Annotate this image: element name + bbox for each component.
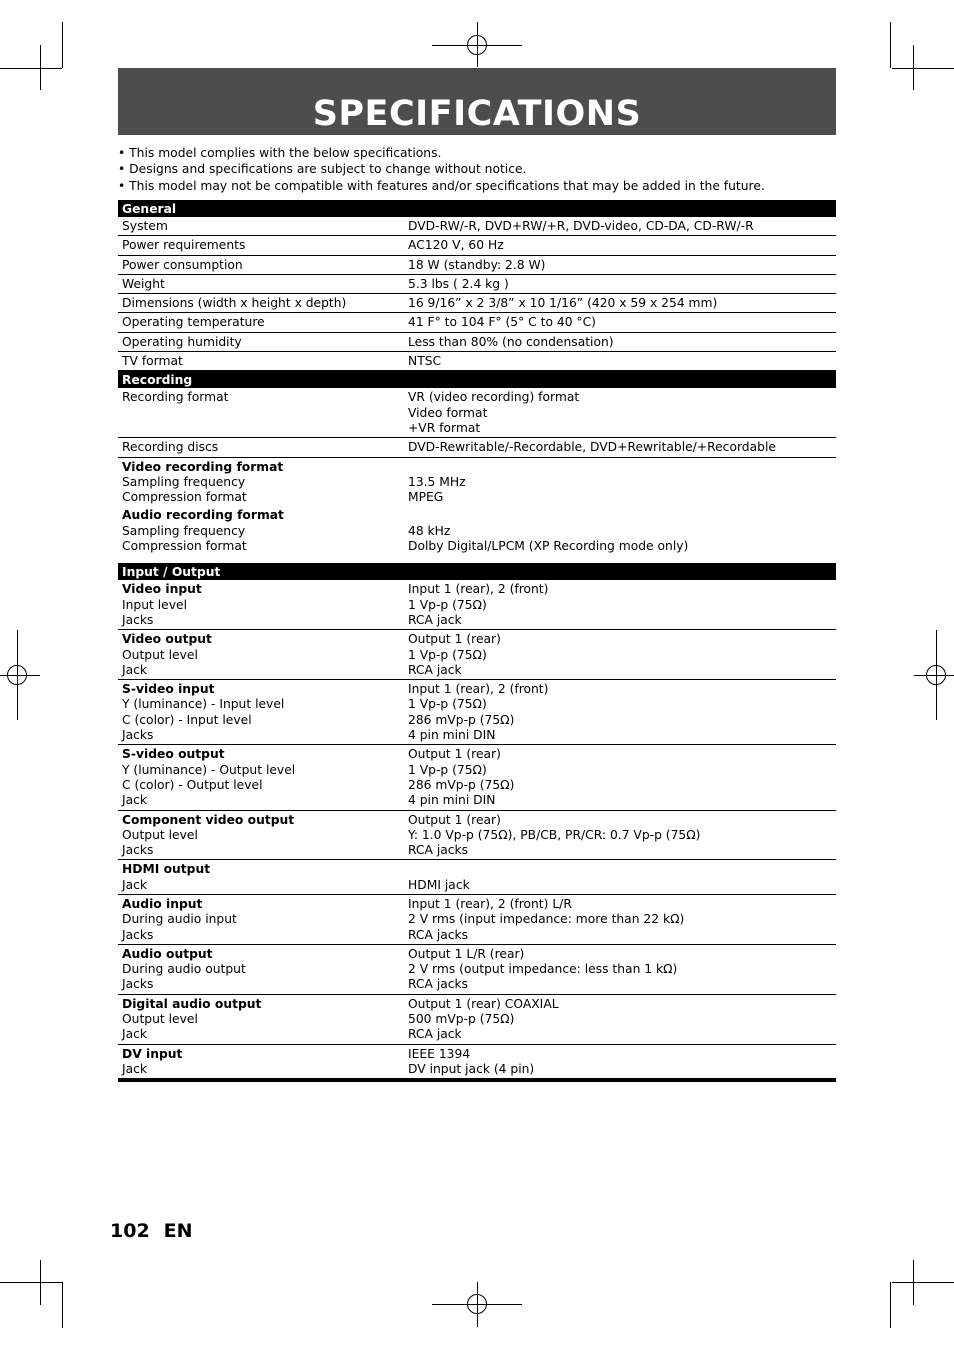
spec-row <box>118 388 836 438</box>
spec-label: Weight <box>122 276 165 291</box>
spec-value-cell <box>404 258 836 273</box>
spec-label-cell <box>118 1047 404 1078</box>
spec-value-cell <box>404 460 836 506</box>
spec-row <box>118 352 836 371</box>
spec-value: RCA jacks <box>408 843 469 858</box>
note-item: • This model may not be compatible with features and/or specifications that may be added in the future. <box>118 178 765 193</box>
spec-value: Input 1 (rear), 2 (front) L/R <box>408 896 572 911</box>
spec-label: Video output <box>122 632 212 647</box>
spec-label: Power consumption <box>122 257 243 272</box>
table-end-rule <box>118 1079 836 1082</box>
spec-row <box>118 895 836 945</box>
spec-value: IEEE 1394 <box>408 1046 471 1061</box>
spec-label: During audio output <box>122 962 246 977</box>
spec-value: Output 1 (rear) <box>408 747 501 762</box>
title-bar <box>118 68 836 135</box>
spec-label: C (color) - Output level <box>122 777 263 792</box>
notes-list <box>118 145 836 194</box>
spec-label-cell <box>118 390 404 436</box>
spec-value: RCA jack <box>408 1027 462 1042</box>
spec-value: 286 mVp-p (75Ω) <box>408 712 515 727</box>
spec-label-cell <box>118 813 404 859</box>
spec-label-cell <box>118 354 404 369</box>
spec-row <box>118 313 836 332</box>
spec-row <box>118 680 836 745</box>
spec-value: 18 W (standby: 2.8 W) <box>408 257 546 272</box>
spec-value <box>408 460 836 475</box>
spec-row <box>118 294 836 313</box>
spec-value: Dolby Digital/LPCM (XP Recording mode only) <box>408 539 689 554</box>
spec-value: Y: 1.0 Vp-p (75Ω), PB/CB, PR/CR: 0.7 Vp-p (75Ω) <box>408 827 701 842</box>
spec-value: Output 1 L/R (rear) <box>408 946 525 961</box>
spec-label-cell <box>118 277 404 292</box>
spec-label: Jack <box>122 662 148 677</box>
spec-label: DV input <box>122 1046 183 1061</box>
page-footer <box>110 1220 207 1242</box>
spec-value: 1 Vp-p (75Ω) <box>408 597 487 612</box>
specifications-table <box>118 200 836 1082</box>
spec-label: Jack <box>122 1061 148 1076</box>
spec-value-cell <box>404 1047 836 1078</box>
spec-value: AC120 V, 60 Hz <box>408 238 504 253</box>
spec-row <box>118 217 836 236</box>
spec-value-cell <box>404 862 836 893</box>
spec-label-cell <box>118 508 404 554</box>
spec-value-cell <box>404 335 836 350</box>
spec-label: Audio input <box>122 896 203 911</box>
spec-label-cell <box>118 440 404 455</box>
spec-row <box>118 275 836 294</box>
spec-value: Less than 80% (no condensation) <box>408 334 614 349</box>
spec-value: 4 pin mini DIN <box>408 793 496 808</box>
language-label: EN <box>163 1220 193 1242</box>
spec-value-cell <box>404 632 836 678</box>
spec-value-cell <box>404 997 836 1043</box>
spec-value: RCA jacks <box>408 927 469 942</box>
spec-label: Video input <box>122 582 202 597</box>
spec-label: Output level <box>122 647 198 662</box>
spec-label: Input level <box>122 597 187 612</box>
spec-value-cell <box>404 390 836 436</box>
spec-label-cell <box>118 997 404 1043</box>
spec-label-cell <box>118 747 404 808</box>
spec-label: Jack <box>122 877 148 892</box>
spec-value: 41 F° to 104 F° (5° C to 40 °C) <box>408 315 596 330</box>
spec-label: Jacks <box>122 728 154 743</box>
spec-row <box>118 458 836 507</box>
spec-label: Jack <box>122 793 148 808</box>
section-heading: Recording <box>118 371 836 388</box>
spec-label: Y (luminance) - Output level <box>122 762 296 777</box>
spec-value: 286 mVp-p (75Ω) <box>408 777 515 792</box>
page-number: 102 <box>110 1220 150 1242</box>
spec-value: RCA jacks <box>408 977 469 992</box>
spec-value: NTSC <box>408 354 442 369</box>
spec-row <box>118 256 836 275</box>
spec-value: Video format <box>408 405 488 420</box>
spec-row <box>118 745 836 810</box>
spec-label-cell <box>118 335 404 350</box>
spec-value-cell <box>404 296 836 311</box>
spec-value: 1 Vp-p (75Ω) <box>408 647 487 662</box>
spec-label: C (color) - Input level <box>122 712 252 727</box>
spec-label: S-video input <box>122 682 215 697</box>
spec-label: Compression format <box>122 539 247 554</box>
spec-row <box>118 630 836 680</box>
spec-label: Power requirements <box>122 238 246 253</box>
spec-value: 1 Vp-p (75Ω) <box>408 762 487 777</box>
spec-value <box>408 508 836 523</box>
spec-value-cell <box>404 947 836 993</box>
spec-value-cell <box>404 440 836 455</box>
spec-label: Audio output <box>122 946 213 961</box>
spec-value: DVD-Rewritable/-Recordable, DVD+Rewritable/+Recordable <box>408 440 776 455</box>
spec-label: Recording discs <box>122 440 219 455</box>
spec-value-cell <box>404 238 836 253</box>
note-item: • Designs and specifications are subject to change without notice. <box>118 162 527 177</box>
spec-label-cell <box>118 258 404 273</box>
spec-value-cell <box>404 508 836 554</box>
spec-row <box>118 811 836 861</box>
spec-value: 48 kHz <box>408 523 451 538</box>
spec-value: MPEG <box>408 490 444 505</box>
spec-value: 5.3 lbs ( 2.4 kg ) <box>408 276 509 291</box>
spec-value-cell <box>404 747 836 808</box>
spec-label: HDMI output <box>122 862 211 877</box>
spec-label: Y (luminance) - Input level <box>122 697 285 712</box>
page-title: SPECIFICATIONS <box>312 94 642 134</box>
spec-label-cell <box>118 460 404 506</box>
spec-label-cell <box>118 582 404 628</box>
spec-label: Output level <box>122 1012 198 1027</box>
spec-label: Jacks <box>122 977 154 992</box>
spec-value-cell <box>404 277 836 292</box>
spec-row <box>118 860 836 895</box>
spec-label: System <box>122 219 168 233</box>
spec-value: DVD-RW/-R, DVD+RW/+R, DVD-video, CD-DA, CD-RW/-R <box>408 219 754 233</box>
spec-value-cell <box>404 897 836 943</box>
spec-label: Video recording format <box>122 459 284 474</box>
spec-row <box>118 1045 836 1080</box>
spec-value-cell <box>404 813 836 859</box>
spec-label: Sampling frequency <box>122 474 246 489</box>
spec-value <box>408 862 836 877</box>
spec-value: 500 mVp-p (75Ω) <box>408 1012 515 1027</box>
spec-value-cell <box>404 582 836 628</box>
spec-value-cell <box>404 354 836 369</box>
spec-row <box>118 580 836 630</box>
spec-label: TV format <box>122 354 183 369</box>
spec-row <box>118 236 836 255</box>
spec-row <box>118 506 836 555</box>
spec-label-cell <box>118 238 404 253</box>
spec-value: RCA jack <box>408 662 462 677</box>
spec-label-cell <box>118 632 404 678</box>
spec-label: Jacks <box>122 843 154 858</box>
spec-label: Operating temperature <box>122 315 265 330</box>
spec-label-cell <box>118 862 404 893</box>
spec-value: 4 pin mini DIN <box>408 728 496 743</box>
note-item: • This model complies with the below specifications. <box>118 146 442 160</box>
spec-value: 2 V rms (output impedance: less than 1 kΩ) <box>408 962 678 977</box>
spec-label-cell <box>118 315 404 330</box>
spec-label-cell <box>118 897 404 943</box>
spec-label: Output level <box>122 827 198 842</box>
spec-label-cell <box>118 947 404 993</box>
spec-value: Output 1 (rear) COAXIAL <box>408 996 559 1011</box>
spec-value: RCA jack <box>408 612 462 627</box>
spec-value: 13.5 MHz <box>408 474 466 489</box>
spec-value-cell <box>404 315 836 330</box>
spec-label: Audio recording format <box>122 508 284 523</box>
spec-label: Component video output <box>122 812 295 827</box>
spec-row <box>118 438 836 457</box>
spec-label: Dimensions (width x height x depth) <box>122 296 347 311</box>
spec-value: Input 1 (rear), 2 (front) <box>408 682 549 697</box>
section-heading: Input / Output <box>118 563 836 580</box>
spec-label: Compression format <box>122 490 247 505</box>
spec-label-cell <box>118 682 404 743</box>
spec-value: Output 1 (rear) <box>408 632 501 647</box>
spec-value: HDMI jack <box>408 877 470 892</box>
spec-label-cell <box>118 296 404 311</box>
spec-value: Input 1 (rear), 2 (front) <box>408 582 549 597</box>
spec-value: DV input jack (4 pin) <box>408 1061 535 1076</box>
spec-label: Jacks <box>122 927 154 942</box>
spec-label: Jacks <box>122 612 154 627</box>
spec-value: 2 V rms (input impedance: more than 22 kΩ) <box>408 912 685 927</box>
spec-value: VR (video recording) format <box>408 390 580 405</box>
spec-value: Output 1 (rear) <box>408 812 501 827</box>
spec-value: +VR format <box>408 420 481 435</box>
spec-label: Jack <box>122 1027 148 1042</box>
spec-label: Recording format <box>122 390 229 405</box>
spec-label-cell <box>118 219 404 234</box>
spec-row <box>118 333 836 352</box>
spec-label: S-video output <box>122 747 225 762</box>
spec-label: Digital audio output <box>122 996 262 1011</box>
spec-value-cell <box>404 682 836 743</box>
spec-row <box>118 945 836 995</box>
spec-value: 1 Vp-p (75Ω) <box>408 697 487 712</box>
spec-value-cell <box>404 219 836 234</box>
spec-value: 16 9/16” x 2 3/8” x 10 1/16” (420 x 59 x 254 mm) <box>408 296 718 311</box>
spec-label: Sampling frequency <box>122 523 246 538</box>
spec-row <box>118 995 836 1045</box>
spec-label: During audio input <box>122 912 237 927</box>
section-heading: General <box>118 200 836 217</box>
spec-label: Operating humidity <box>122 334 242 349</box>
